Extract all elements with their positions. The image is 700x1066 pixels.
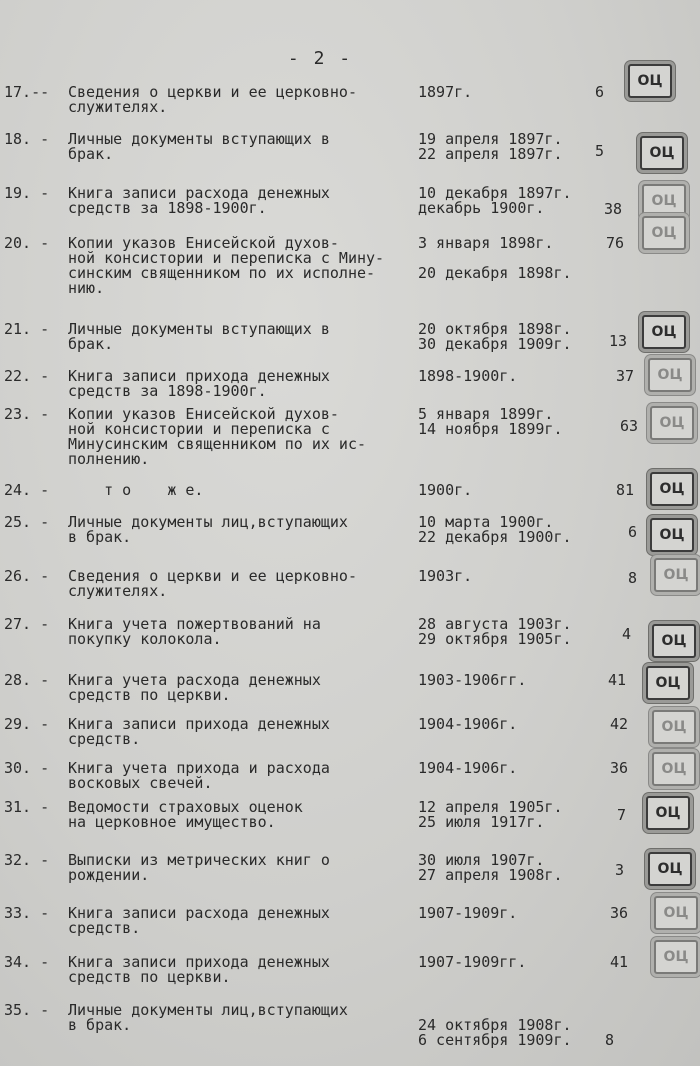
description-line: в брак. — [68, 528, 132, 546]
description-line: Книга учета расхода денежных — [68, 671, 321, 689]
sheet-count: 7 — [616, 806, 626, 824]
sheet-count: 37 — [615, 367, 634, 385]
oc-stamp: ОЦ — [640, 136, 684, 170]
sheet-count: 13 — [608, 332, 627, 350]
description-line: Личные документы лиц,вступающих — [68, 1001, 348, 1019]
sheet-count: 6 — [627, 523, 637, 541]
oc-stamp: ОЦ — [654, 940, 698, 974]
oc-stamp: ОЦ — [654, 558, 698, 592]
entry-dates — [418, 407, 563, 437]
date-line: 1897г. — [418, 83, 473, 101]
description-line: Ведомости страховых оценок — [68, 798, 303, 816]
description-line: средств по церкви. — [68, 968, 231, 986]
date-line: 19 апреля 1897г. — [418, 130, 563, 148]
description-line: покупку колокола. — [68, 630, 222, 648]
description-line: средств. — [68, 919, 141, 937]
sheet-count: 76 — [605, 234, 624, 252]
entry-description — [68, 407, 418, 467]
entry-number: 33. - — [4, 904, 50, 922]
sheet-count: 8 — [604, 1031, 614, 1049]
sheet-count: 5 — [594, 142, 604, 160]
sheet-count: 81 — [615, 481, 634, 499]
entry-dates — [418, 369, 517, 384]
description-line: средств. — [68, 730, 141, 748]
entry-dates — [418, 569, 472, 584]
description-line: средств за 1898-1900г. — [68, 382, 267, 400]
description-line: рождении. — [68, 866, 150, 884]
description-line: полнению. — [68, 450, 150, 468]
description-line: Сведения о церкви и ее церковно- — [68, 83, 357, 101]
entry-dates — [418, 617, 572, 647]
entry-dates — [418, 236, 572, 281]
entry-dates — [418, 673, 526, 688]
entry-description — [68, 369, 418, 399]
sheet-count: 36 — [609, 759, 628, 777]
entry-number: 31. - — [4, 798, 50, 816]
entry-number: 26. - — [4, 567, 50, 585]
oc-stamp: ОЦ — [650, 406, 694, 440]
entry-description — [68, 236, 418, 296]
date-line: 20 октября 1898г. — [418, 320, 572, 338]
entry-number: 20. - — [4, 234, 50, 252]
date-line: 1903-1906гг. — [418, 671, 527, 689]
date-line: 30 июля 1907г. — [418, 851, 545, 869]
date-line: 24 октября 1908г. — [418, 1016, 572, 1034]
description-line: Личные документы лиц,вступающих — [68, 513, 348, 531]
date-line: 1904-1906г. — [418, 759, 518, 777]
date-line: 20 декабря 1898г. — [418, 264, 572, 282]
sheet-count: 4 — [621, 625, 631, 643]
entry-description — [68, 955, 418, 985]
description-line: средств по церкви. — [68, 686, 231, 704]
oc-stamp: ОЦ — [642, 216, 686, 250]
description-line: Минусинским священником по их ис- — [68, 435, 367, 453]
date-line: 1900г. — [418, 481, 473, 499]
sheet-count: 8 — [627, 569, 637, 587]
description-line: Книга записи расхода денежных — [68, 184, 330, 202]
entry-dates — [418, 132, 563, 162]
entry-number: 22. - — [4, 367, 50, 385]
date-line: 10 декабря 1897г. — [418, 184, 572, 202]
entry-description — [68, 322, 418, 352]
entry-description — [68, 569, 418, 599]
description-line: Книга записи прихода денежных — [68, 715, 330, 733]
date-line: 22 апреля 1897г. — [418, 145, 563, 163]
entry-description — [68, 186, 418, 216]
date-line: 1907-1909гг. — [418, 953, 527, 971]
description-line: брак. — [68, 335, 114, 353]
entry-dates — [418, 322, 572, 352]
date-line: 14 ноября 1899г. — [418, 420, 563, 438]
sheet-count: 36 — [609, 904, 628, 922]
date-line: 12 апреля 1905г. — [418, 798, 563, 816]
description-line: Книга записи прихода денежных — [68, 953, 330, 971]
oc-stamp: ОЦ — [652, 624, 696, 658]
oc-stamp: ОЦ — [650, 518, 694, 552]
description-line: ной консистории и переписка с Мину- — [68, 249, 385, 267]
date-line: 29 октября 1905г. — [418, 630, 572, 648]
entry-description — [68, 617, 418, 647]
date-line: 1898-1900г. — [418, 367, 518, 385]
date-line: 27 апреля 1908г. — [418, 866, 563, 884]
entry-dates — [418, 186, 572, 216]
entry-number: 25. - — [4, 513, 50, 531]
sheet-count: 41 — [609, 953, 628, 971]
sheet-count: 38 — [603, 200, 622, 218]
entry-description — [68, 132, 418, 162]
description-line: Копии указов Енисейской духов- — [68, 234, 339, 252]
date-line: 28 августа 1903г. — [418, 615, 572, 633]
entry-dates — [418, 853, 563, 883]
description-line: ной консистории и переписка с — [68, 420, 330, 438]
date-line: 25 июля 1917г. — [418, 813, 545, 831]
entry-description — [68, 85, 418, 115]
entry-number: 23. - — [4, 405, 50, 423]
date-line: 1903г. — [418, 567, 473, 585]
entry-dates — [418, 761, 517, 776]
entry-number: 27. - — [4, 615, 50, 633]
description-line: средств за 1898-1900г. — [68, 199, 267, 217]
description-line: нию. — [68, 279, 105, 297]
entry-dates — [418, 85, 472, 100]
oc-stamp: ОЦ — [628, 64, 672, 98]
oc-stamp: ОЦ — [642, 184, 686, 218]
description-line: Выписки из метрических книг о — [68, 851, 330, 869]
description-line: синским священником по их исполне- — [68, 264, 376, 282]
entry-dates — [418, 1003, 572, 1048]
description-line: Книга учета прихода и расхода — [68, 759, 330, 777]
oc-stamp: ОЦ — [654, 896, 698, 930]
date-line: 3 января 1898г. — [418, 234, 554, 252]
description-line: брак. — [68, 145, 114, 163]
date-line: декабрь 1900г. — [418, 199, 545, 217]
entry-dates — [418, 800, 563, 830]
date-line: 22 декабря 1900г. — [418, 528, 572, 546]
date-line: 1907-1909г. — [418, 904, 518, 922]
oc-stamp: ОЦ — [652, 752, 696, 786]
entry-dates — [418, 906, 517, 921]
date-line: 6 сентября 1909г. — [418, 1031, 572, 1049]
entry-number: 18. - — [4, 130, 50, 148]
page-number: - 2 - — [287, 48, 353, 69]
date-line: 30 декабря 1909г. — [418, 335, 572, 353]
description-line: Книга записи прихода денежных — [68, 367, 330, 385]
entry-dates — [418, 717, 517, 732]
entry-number: 30. - — [4, 759, 50, 777]
date-line: 10 марта 1900г. — [418, 513, 554, 531]
oc-stamp: ОЦ — [648, 852, 692, 886]
description-line: Книга учета пожертвований на — [68, 615, 321, 633]
entry-description — [68, 761, 418, 791]
oc-stamp: ОЦ — [650, 472, 694, 506]
description-line: в брак. — [68, 1016, 132, 1034]
sheet-count: 42 — [609, 715, 628, 733]
description-line: на церковное имущество. — [68, 813, 276, 831]
oc-stamp: ОЦ — [642, 315, 686, 349]
description-line: Копии указов Енисейской духов- — [68, 405, 339, 423]
entry-description — [68, 1003, 418, 1033]
entry-description — [68, 800, 418, 830]
description-line: т о ж е. — [68, 481, 204, 499]
description-line: восковых свечей. — [68, 774, 213, 792]
entry-description — [68, 515, 418, 545]
entry-description — [68, 673, 418, 703]
description-line: Личные документы вступающих в — [68, 320, 330, 338]
description-line: служителях. — [68, 98, 168, 116]
entry-number: 29. - — [4, 715, 50, 733]
entry-number: 21. - — [4, 320, 50, 338]
oc-stamp: ОЦ — [646, 796, 690, 830]
sheet-count: 63 — [619, 417, 638, 435]
date-line: 5 января 1899г. — [418, 405, 554, 423]
entry-number: 34. - — [4, 953, 50, 971]
entry-number: 19. - — [4, 184, 50, 202]
sheet-count: 41 — [607, 671, 626, 689]
sheet-count: 3 — [614, 861, 624, 879]
entry-number: 24. - — [4, 481, 50, 499]
entry-number: 28. - — [4, 671, 50, 689]
entry-number: 35. - — [4, 1001, 50, 1019]
entry-description — [68, 483, 418, 498]
oc-stamp: ОЦ — [646, 666, 690, 700]
description-line: Сведения о церкви и ее церковно- — [68, 567, 357, 585]
oc-stamp: ОЦ — [652, 710, 696, 744]
description-line: Личные документы вступающих в — [68, 130, 330, 148]
description-line: Книга записи расхода денежных — [68, 904, 330, 922]
entry-dates — [418, 483, 472, 498]
description-line: служителях. — [68, 582, 168, 600]
entry-dates — [418, 515, 572, 545]
entry-number: 32. - — [4, 851, 50, 869]
entry-description — [68, 853, 418, 883]
sheet-count: 6 — [594, 83, 604, 101]
entry-description — [68, 717, 418, 747]
date-line: 1904-1906г. — [418, 715, 518, 733]
entry-number: 17.-- — [4, 83, 50, 101]
entry-dates — [418, 955, 526, 970]
entry-description — [68, 906, 418, 936]
oc-stamp: ОЦ — [648, 358, 692, 392]
